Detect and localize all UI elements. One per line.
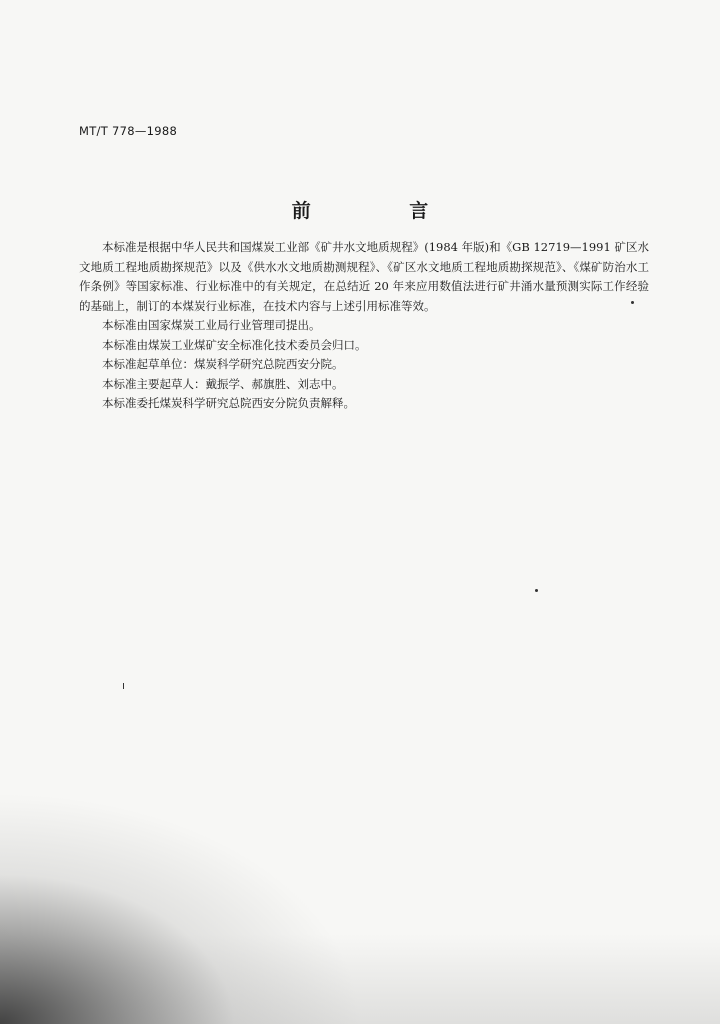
paragraph-proposer: 本标准由国家煤炭工业局行业管理司提出。 — [102, 318, 321, 332]
scan-speck — [535, 589, 538, 592]
foreword-body — [79, 238, 649, 414]
standard-code: MT/T 778—1988 — [79, 124, 178, 138]
paragraph-drafters: 本标准主要起草人：戴振学、郝旗胜、刘志中。 — [102, 376, 344, 391]
scan-speck — [123, 683, 124, 689]
scan-shadow — [0, 694, 720, 1024]
paragraph-drafting-unit: 本标准起草单位：煤炭科学研究总院西安分院。 — [102, 357, 344, 371]
paragraph-committee: 本标准由煤炭工业煤矿安全标准化技术委员会归口。 — [102, 337, 367, 352]
page-title: 前 言 — [291, 200, 475, 222]
paragraph-background: 本标准是根据中华人民共和国煤炭工业部《矿井水文地质规程》(1984 年版)和《GB 12719—1991 矿区水文地质工程地质勘探规范》以及《供水水文地质勘测规程》、《矿区水文地质工程地质勘探规范》、《煤矿防治水工作条例》等国家标准、行业标准中的有关规定，在总结近 20 年来应用数值法进行矿井涌水量预测实际工作经验的基础上，制订的本煤炭行业标准，在技术内容与上述引用标准等效。 — [79, 240, 649, 313]
paragraph-interpretation: 本标准委托煤炭科学研究总院西安分院负责解释。 — [102, 396, 355, 410]
